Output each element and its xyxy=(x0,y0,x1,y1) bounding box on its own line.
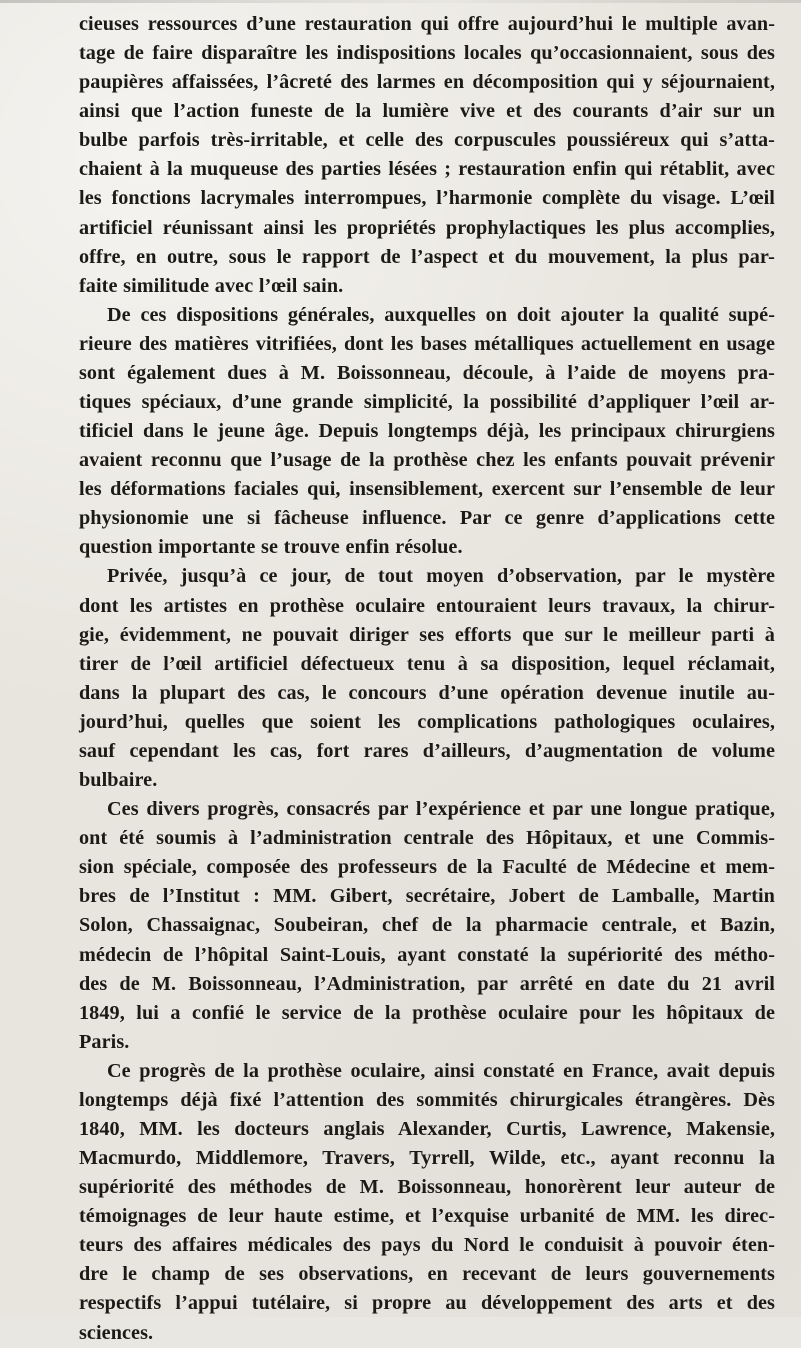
paragraph-4-line-8: 1849, lui a confié le service de la prothèse oculaire pour les hôpitaux de xyxy=(79,1001,775,1024)
paragraph-2-line-3: sont également dues à M. Boissonneau, découle, à l’aide de moyens pra- xyxy=(79,361,775,384)
paragraph-1-line-3: paupières affaissées, l’âcreté des larmes en décomposition qui y séjournaient, xyxy=(79,71,775,94)
paragraph-5-line-2: longtemps déjà fixé l’attention des sommités chirurgicales étrangères. Dès xyxy=(79,1088,775,1111)
paragraph-1-line-5: bulbe parfois très-irritable, et celle des corpuscules poussiéreux qui s’atta- xyxy=(79,129,775,152)
paragraph-5-line-5: supériorité des méthodes de M. Boissonneau, honorèrent leur auteur de xyxy=(79,1176,775,1199)
paragraph-2-line-6: avaient reconnu que l’usage de la prothèse chez les enfants pouvait prévenir xyxy=(79,449,775,472)
paragraph-3-line-5: dans la plupart des cas, le concours d’une opération devenue inutile au- xyxy=(79,681,775,704)
paragraph-5-line-6: témoignages de leur haute estime, et l’exquise urbanité de MM. les direc- xyxy=(79,1205,775,1228)
paragraph-1-line-7: les fonctions lacrymales interrompues, l’harmonie complète du visage. L’œil xyxy=(79,187,775,210)
paragraph-1 xyxy=(79,10,775,301)
paragraph-5-line-9: respectifs l’appui tutélaire, si propre au développement des arts et des xyxy=(79,1292,775,1315)
paragraph-4-line-1: Ces divers progrès, consacrés par l’expérience et par une longue pratique, xyxy=(107,798,775,821)
paragraph-4 xyxy=(79,795,775,1057)
paragraph-4-line-9: Paris. xyxy=(79,1030,130,1053)
paragraph-4-line-3: sion spéciale, composée des professeurs de la Faculté de Médecine et mem- xyxy=(79,856,775,879)
paragraph-5-line-10: sciences. xyxy=(79,1321,154,1344)
paragraph-2-line-2: rieure des matières vitrifiées, dont les bases métalliques actuellement en usage xyxy=(79,332,775,355)
paragraph-2 xyxy=(79,301,775,563)
paragraph-4-line-4: bres de l’Institut : MM. Gibert, secrétaire, Jobert de Lamballe, Martin xyxy=(79,885,775,908)
paragraph-3-line-1: Privée, jusqu’à ce jour, de tout moyen d’observation, par le mystère xyxy=(107,565,775,588)
paragraph-5-line-7: teurs des affaires médicales des pays du Nord le conduisit à pouvoir éten- xyxy=(79,1234,775,1257)
paragraph-2-line-4: tiques spéciaux, d’une grande simplicité, la possibilité d’appliquer l’œil ar- xyxy=(79,391,775,414)
paragraph-3 xyxy=(79,562,775,795)
paragraph-5-line-8: dre le champ de ses observations, en recevant de leurs gouvernements xyxy=(79,1263,775,1286)
paragraph-4-line-5: Solon, Chassaignac, Soubeiran, chef de la pharmacie centrale, et Bazin, xyxy=(79,914,775,937)
paragraph-5-line-1: Ce progrès de la prothèse oculaire, ainsi constaté en France, avait depuis xyxy=(107,1059,775,1082)
paragraph-1-line-6: chaient à la muqueuse des parties lésées ; restauration enfin qui rétablit, avec xyxy=(79,158,775,181)
paragraph-3-line-4: tirer de l’œil artificiel défectueux tenu à sa disposition, lequel réclamait, xyxy=(79,652,775,675)
paragraph-1-line-8: artificiel réunissant ainsi les propriétés prophylactiques les plus accomplies, xyxy=(79,216,775,239)
paragraph-5-line-3: 1840, MM. les docteurs anglais Alexander, Curtis, Lawrence, Makensie, xyxy=(79,1117,775,1140)
paragraph-5 xyxy=(79,1057,775,1348)
paragraph-2-line-8: physionomie une si fâcheuse influence. Par ce genre d’applications cette xyxy=(79,507,775,530)
paragraph-3-line-3: gie, évidemment, ne pouvait diriger ses efforts que sur le meilleur parti à xyxy=(79,623,775,646)
paragraph-3-line-7: sauf cependant les cas, fort rares d’ailleurs, d’augmentation de volume xyxy=(79,739,775,762)
paragraph-4-line-2: ont été soumis à l’administration centrale des Hôpitaux, et une Commis- xyxy=(79,827,775,850)
document-text-block xyxy=(79,10,775,1348)
paragraph-4-line-6: médecin de l’hôpital Saint-Louis, ayant constaté la supériorité des métho- xyxy=(79,943,775,966)
paragraph-2-line-9: question importante se trouve enfin résolue. xyxy=(79,536,463,559)
paragraph-2-line-5: tificiel dans le jeune âge. Depuis longtemps déjà, les principaux chirurgiens xyxy=(79,420,775,443)
paragraph-1-line-10: faite similitude avec l’œil sain. xyxy=(79,274,344,297)
paragraph-5-line-4: Macmurdo, Middlemore, Travers, Tyrrell, Wilde, etc., ayant reconnu la xyxy=(79,1147,775,1170)
paragraph-1-line-1: cieuses ressources d’une restauration qui offre aujourd’hui le multiple avan- xyxy=(79,13,775,35)
paragraph-3-line-6: jourd’hui, quelles que soient les complications pathologiques oculaires, xyxy=(79,710,775,733)
top-edge-rule xyxy=(0,0,801,3)
paragraph-1-line-9: offre, en outre, sous le rapport de l’aspect et du mouvement, la plus par- xyxy=(79,245,775,268)
paragraph-1-line-2: tage de faire disparaître les indispositions locales qu’occasionnaient, sous des xyxy=(79,42,775,65)
paragraph-4-line-7: des de M. Boissonneau, l’Administration, par arrêté en date du 21 avril xyxy=(79,972,775,995)
paragraph-2-line-7: les déformations faciales qui, insensiblement, exercent sur l’ensemble de leur xyxy=(79,478,775,501)
paragraph-3-line-2: dont les artistes en prothèse oculaire entouraient leurs travaux, la chirur- xyxy=(79,594,775,617)
paragraph-1-line-4: ainsi que l’action funeste de la lumière vive et des courants d’air sur un xyxy=(79,100,775,123)
paragraph-2-line-1: De ces dispositions générales, auxquelles on doit ajouter la qualité supé- xyxy=(107,303,775,326)
paragraph-3-line-8: bulbaire. xyxy=(79,769,158,792)
